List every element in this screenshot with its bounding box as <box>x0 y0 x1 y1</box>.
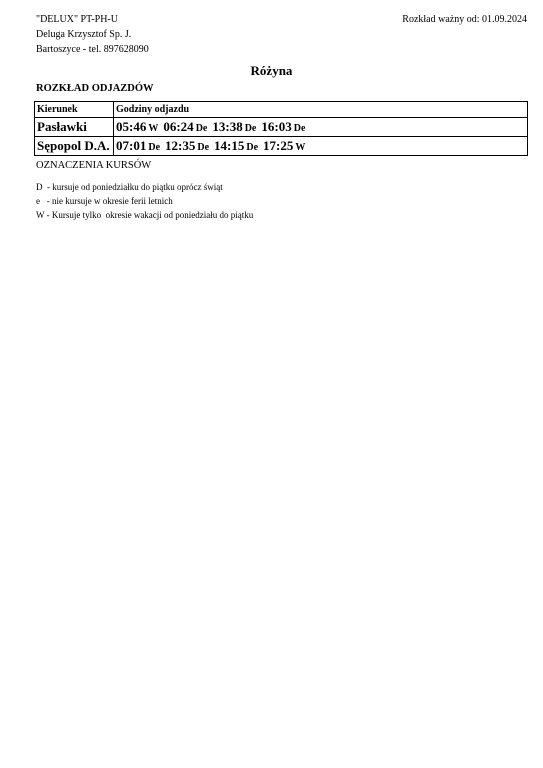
legend-item: D - kursuje od poniedziałku do piątku oprócz świąt <box>36 182 223 192</box>
legend-list <box>36 180 253 222</box>
departure-times-cell <box>114 118 528 137</box>
departure-time: 07:01 <box>116 138 147 153</box>
departure-times-cell <box>114 137 528 156</box>
company-name: "DELUX" PT-PH-U <box>36 14 118 25</box>
legend-item: e - nie kursuje w okresie ferii letnich <box>36 196 173 206</box>
departure <box>263 138 305 154</box>
company-contact: Bartoszyce - tel. 897628090 <box>36 44 149 55</box>
legend-item: W - Kursuje tylko okresie wakacji od poniedziału do piątku <box>36 210 254 220</box>
timetable-body <box>35 118 528 156</box>
departure-time: 05:46 <box>116 119 147 134</box>
direction-cell: Pasławki <box>35 118 114 137</box>
departure <box>214 138 258 154</box>
departure <box>116 138 160 154</box>
direction-header: Kierunek <box>35 102 114 118</box>
departure-mark: De <box>197 142 210 153</box>
departure-mark: De <box>195 123 208 134</box>
section-title: ROZKŁAD ODJAZDÓW <box>36 83 154 94</box>
table-row <box>35 118 528 137</box>
departure <box>116 119 158 135</box>
departure-time: 14:15 <box>214 138 245 153</box>
departure-mark: De <box>293 123 306 134</box>
company-owner: Deluga Krzysztof Sp. J. <box>36 29 132 40</box>
validity-date: Rozkład ważny od: 01.09.2024 <box>402 14 527 25</box>
departure-mark: W <box>148 123 159 134</box>
departure-mark: De <box>244 123 257 134</box>
departure <box>212 119 256 135</box>
departure-mark: W <box>295 142 306 153</box>
departure <box>165 138 209 154</box>
departure-time: 17:25 <box>263 138 294 153</box>
stop-name: Różyna <box>250 63 293 78</box>
times-header: Godziny odjazdu <box>114 102 528 118</box>
departure-time: 06:24 <box>163 119 194 134</box>
departure-time: 12:35 <box>165 138 196 153</box>
table-row <box>35 137 528 156</box>
departure-mark: De <box>148 142 161 153</box>
departure <box>163 119 207 135</box>
departure <box>261 119 305 135</box>
departure-mark: De <box>246 142 259 153</box>
legend-title: OZNACZENIA KURSÓW <box>36 160 152 171</box>
direction-cell: Sępopol D.A. <box>35 137 114 156</box>
timetable-header-row <box>35 102 528 118</box>
departure-time: 13:38 <box>212 119 243 134</box>
departure-time: 16:03 <box>261 119 292 134</box>
company-info <box>36 12 149 57</box>
timetable <box>34 101 528 156</box>
